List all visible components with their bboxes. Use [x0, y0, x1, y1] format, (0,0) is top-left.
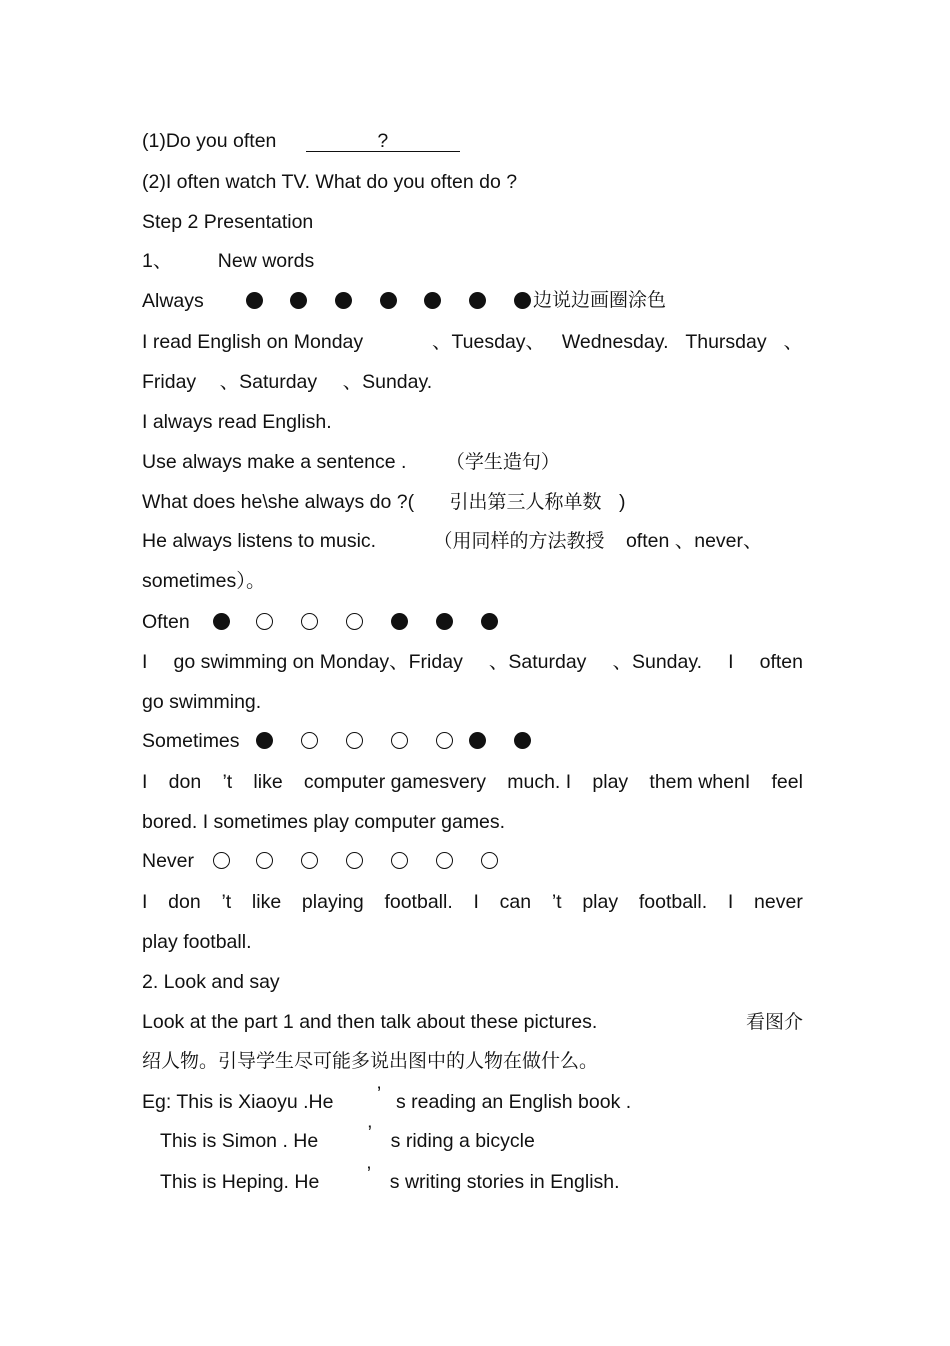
empty-circle-icon [301, 732, 318, 749]
example-2-apostrophe: ’ [367, 1122, 372, 1144]
often-example-seg: often [759, 651, 803, 673]
filled-circle-icon [246, 292, 263, 309]
what-does-note: 引出第三人称单数 [449, 491, 602, 513]
section-heading-step2: Step 2 Presentation [142, 211, 314, 233]
sometimes-example-seg: much. I [507, 771, 572, 793]
never-example-seg: never [754, 891, 803, 913]
always-example-seg: I read English on Monday [142, 331, 364, 353]
empty-circle-icon [391, 732, 408, 749]
filled-circle-icon [213, 613, 230, 630]
empty-circle-icon [436, 852, 453, 869]
example-1-c: s reading an English book . [395, 1091, 632, 1113]
use-always-text: Use always make a sentence . [142, 451, 407, 473]
never-example-seg: I [142, 891, 148, 913]
sometimes-example-line-1 [142, 770, 803, 794]
empty-circle-icon [301, 613, 318, 630]
example-3 [160, 1163, 620, 1194]
empty-circle-icon [346, 852, 363, 869]
always-note: 边说边画圈涂色 [533, 289, 667, 311]
empty-circle-icon [301, 852, 318, 869]
filled-circle-icon [481, 613, 498, 630]
subheading-new-words [142, 249, 314, 273]
often-example-line-1 [142, 650, 803, 674]
never-example-seg: I [727, 891, 734, 913]
filled-circle-icon [256, 732, 273, 749]
example-2 [160, 1122, 535, 1153]
example-1-a: Eg: This is Xiaoyu .He [142, 1091, 334, 1113]
never-example-seg: play [582, 891, 619, 913]
example-2-a: This is Simon . He [160, 1130, 319, 1152]
look-instruction-text: Look at the part 1 and then talk about these pictures. [142, 1011, 598, 1033]
sometimes-example-seg: like [253, 771, 283, 793]
never-example-seg: ’t [551, 891, 562, 913]
example-2-c: s riding a bicycle [390, 1130, 535, 1152]
never-example-seg: football. [638, 891, 708, 913]
always-example-seg: 、 [783, 331, 803, 353]
empty-circle-icon [213, 852, 230, 869]
filled-circle-icon [514, 732, 531, 749]
often-example-seg: 、Sunday. [612, 651, 703, 673]
always-example-line-2 [142, 370, 432, 394]
listens-text: He always listens to music. [142, 530, 377, 552]
use-always-note: （学生造句） [445, 451, 560, 473]
sometimes-example-seg: I [142, 771, 148, 793]
always-example-line-1 [142, 330, 803, 354]
always-example-seg: 、Sunday. [342, 371, 433, 393]
example-1-apostrophe: ’ [376, 1083, 381, 1105]
always-example-seg: Friday [142, 371, 197, 393]
use-always-line [142, 450, 560, 474]
filled-circle-icon [391, 613, 408, 630]
always-word: Always [142, 290, 204, 312]
what-does-close: ) [618, 491, 626, 513]
sometimes-example-seg: computer gamesvery [303, 771, 486, 793]
often-example-seg: go swimming on Monday、Friday [173, 651, 463, 673]
never-example-line-2: play football. [142, 931, 252, 953]
never-example-seg: ’t [221, 891, 232, 913]
often-word: Often [142, 611, 190, 633]
example-1 [142, 1083, 632, 1114]
never-word: Never [142, 850, 195, 872]
example-3-apostrophe: ’ [366, 1163, 371, 1185]
never-example-seg: can [499, 891, 532, 913]
what-does-text: What does he\she always do ?( [142, 491, 415, 513]
always-example-seg: Wednesday. [561, 331, 669, 353]
listens-note: （用同样的方法教授 [433, 530, 605, 552]
filled-circle-icon [469, 292, 486, 309]
never-example-seg: playing [301, 891, 364, 913]
empty-circle-icon [256, 852, 273, 869]
question-2: (2)I often watch TV. What do you often do ? [142, 171, 518, 193]
filled-circle-icon [424, 292, 441, 309]
sometimes-example-line-2: bored. I sometimes play computer games. [142, 811, 506, 833]
sometimes-example-seg: don [168, 771, 202, 793]
sometimes-word: Sometimes [142, 730, 240, 752]
sometimes-example-seg: play [592, 771, 629, 793]
example-3-c: s writing stories in English. [389, 1171, 620, 1193]
question-1-text: (1)Do you often [142, 130, 277, 152]
often-example-seg: I [728, 651, 734, 673]
subheading-look-and-say: 2. Look and say [142, 971, 280, 993]
never-example-seg: I [473, 891, 479, 913]
sometimes-example-seg: them whenI [649, 771, 751, 793]
look-instruction-line [142, 1010, 803, 1034]
empty-circle-icon [436, 732, 453, 749]
empty-circle-icon [391, 852, 408, 869]
often-example-line-2: go swimming. [142, 691, 262, 713]
listens-line [142, 529, 763, 553]
subheading-label: New words [217, 250, 315, 272]
sometimes-note: sometimes）。 [142, 570, 266, 592]
often-example-seg: 、Saturday [488, 651, 587, 673]
sometimes-example-seg: feel [771, 771, 803, 793]
never-example-seg: football. [384, 891, 453, 913]
question-1 [142, 129, 460, 153]
empty-circle-icon [481, 852, 498, 869]
never-example-line-1 [142, 890, 803, 914]
answer-blank [306, 129, 460, 152]
look-instruction-note: 看图介 [745, 1011, 803, 1033]
filled-circle-icon [514, 292, 531, 309]
blank-question-mark: ? [377, 130, 389, 152]
sometimes-example-seg: ’t [222, 771, 233, 793]
filled-circle-icon [380, 292, 397, 309]
filled-circle-icon [335, 292, 352, 309]
empty-circle-icon [346, 732, 363, 749]
example-3-a: This is Heping. He [160, 1171, 320, 1193]
often-example-seg: I [142, 651, 148, 673]
filled-circle-icon [290, 292, 307, 309]
filled-circle-icon [469, 732, 486, 749]
empty-circle-icon [346, 613, 363, 630]
subheading-number: 1、 [142, 250, 173, 272]
filled-circle-icon [436, 613, 453, 630]
always-sentence: I always read English. [142, 411, 332, 433]
always-example-seg: Thursday [685, 331, 767, 353]
always-example-seg: 、Saturday [219, 371, 318, 393]
what-does-line [142, 490, 625, 514]
never-example-seg: don [168, 891, 201, 913]
always-example-seg: 、Tuesday、 [431, 331, 546, 353]
never-example-seg: like [251, 891, 282, 913]
listens-words: often 、never、 [625, 530, 763, 552]
look-instruction-note-2: 绍人物。引导学生尽可能多说出图中的人物在做什么。 [142, 1050, 599, 1072]
empty-circle-icon [256, 613, 273, 630]
